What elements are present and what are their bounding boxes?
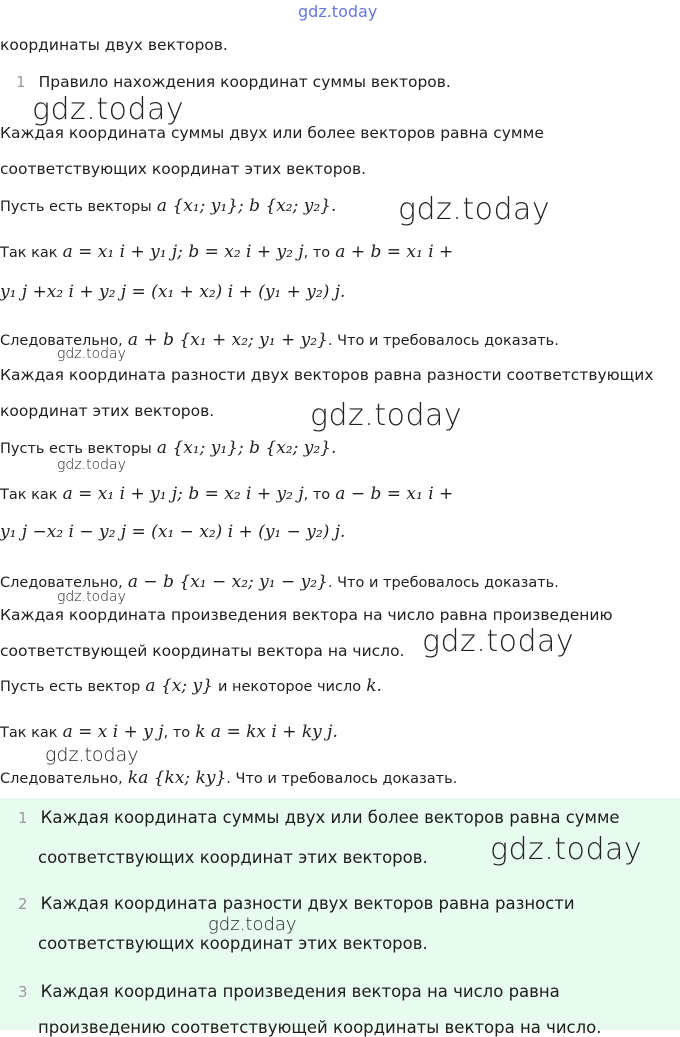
watermark: gdz.today <box>57 589 126 605</box>
sum-let-label: Пусть есть векторы <box>0 199 152 215</box>
diff-since-label: Так как <box>0 487 58 503</box>
diff-qed: . Что и требовалось доказать. <box>327 575 559 591</box>
watermark: gdz.today <box>57 346 126 362</box>
prod-since-math2: k a = kx i + ky j. <box>195 722 338 742</box>
rule-title: Правило нахождения координат суммы векторов. <box>38 73 451 91</box>
summary-item-line1: Каждая координата произведения вектора на число равна <box>40 982 560 1001</box>
rule-heading <box>16 72 451 91</box>
prod-therefore-math: ka {kx; ky} <box>127 768 227 788</box>
summary-item-number: 3 <box>18 983 28 1001</box>
sum-let-math: a {x₁; y₁}; b {x₂; y₂}. <box>156 196 337 216</box>
diff-statement-line1: Каждая координата разности двух векторов равна разности соответствующих <box>0 366 654 384</box>
summary-item-number: 1 <box>18 809 28 827</box>
prod-statement-line1: Каждая координата произведения вектора на число равна произведению <box>0 606 613 624</box>
rule-number: 1 <box>16 73 26 91</box>
sum-since-line1 <box>0 242 453 262</box>
watermark: gdz.today <box>490 832 643 867</box>
watermark: gdz.today <box>208 914 297 935</box>
summary-item <box>18 982 560 1001</box>
watermark: gdz.today <box>422 624 575 659</box>
prod-let-tail: и некоторое число <box>218 679 362 695</box>
prod-let-label: Пусть есть вектор <box>0 679 141 695</box>
sum-since-line2: y₁ j +x₂ i + y₂ j = (x₁ + x₂) i + (y₁ + y₂) j. <box>0 282 346 302</box>
watermark: gdz.today <box>57 457 126 473</box>
prod-since-label: Так как <box>0 725 58 741</box>
summary-item-line1: Каждая координата разности двух векторов равна разности <box>40 894 575 913</box>
prod-therefore-line <box>0 768 457 788</box>
diff-since-math: a = x₁ i + y₁ j; b = x₂ i + y₂ j <box>62 484 304 504</box>
sum-therefore-math: a + b {x₁ + x₂; y₁ + y₂} <box>127 330 328 350</box>
diff-therefore-label: Следовательно, <box>0 575 123 591</box>
diff-since-line1 <box>0 484 453 504</box>
prod-qed: . Что и требовалось доказать. <box>226 771 458 787</box>
prod-since-to: , то <box>163 725 191 741</box>
summary-panel <box>0 798 680 1037</box>
sum-since-math: a = x₁ i + y₁ j; b = x₂ i + y₂ j <box>62 242 304 262</box>
sum-since-math2: a + b = x₁ i + <box>335 242 454 262</box>
diff-since-line2: y₁ j −x₂ i − y₂ j = (x₁ − x₂) i + (y₁ − y₂) j. <box>0 522 346 542</box>
watermark: gdz.today <box>398 192 551 227</box>
diff-statement-line2: координат этих векторов. <box>0 402 215 420</box>
summary-item-line2: соответствующих координат этих векторов. <box>38 934 428 953</box>
summary-item-number: 2 <box>18 895 28 913</box>
sum-therefore-label: Следовательно, <box>0 333 123 349</box>
summary-item-line2: соответствующих координат этих векторов. <box>38 848 428 867</box>
diff-let-line <box>0 438 336 458</box>
diff-since-to: , то <box>303 487 331 503</box>
prod-let-math: a {x; y} <box>145 676 213 696</box>
sum-statement-line2: соответствующих координат этих векторов. <box>0 160 367 178</box>
summary-item-line1: Каждая координата суммы двух или более векторов равна сумме <box>40 808 620 827</box>
summary-item <box>18 808 620 827</box>
prod-therefore-label: Следовательно, <box>0 771 123 787</box>
sum-since-label: Так как <box>0 245 58 261</box>
prod-statement-line2: соответствующей координаты вектора на число. <box>0 642 405 660</box>
prod-since-math: a = x i + y j <box>62 722 164 742</box>
prod-let-line <box>0 676 382 696</box>
prod-since-line <box>0 722 338 742</box>
diff-since-math2: a − b = x₁ i + <box>335 484 454 504</box>
watermark: gdz.today <box>32 92 185 127</box>
watermark: gdz.today <box>310 398 463 433</box>
prod-let-k: k. <box>366 676 382 696</box>
summary-item-line2: произведению соответствующей координаты вектора на число. <box>38 1018 602 1037</box>
sum-let-line <box>0 196 336 216</box>
sum-statement-line1: Каждая координата суммы двух или более векторов равна сумме <box>0 124 544 142</box>
diff-therefore-math: a − b {x₁ − x₂; y₁ − y₂} <box>127 572 328 592</box>
summary-item <box>18 894 575 913</box>
sum-qed: . Что и требовалось доказать. <box>327 333 559 349</box>
watermark: gdz.today <box>45 744 139 766</box>
intro-text: координаты двух векторов. <box>0 36 228 54</box>
sum-since-to: , то <box>303 245 331 261</box>
diff-let-label: Пусть есть векторы <box>0 441 152 457</box>
watermark-top: gdz.today <box>298 2 378 21</box>
diff-let-math: a {x₁; y₁}; b {x₂; y₂}. <box>156 438 337 458</box>
